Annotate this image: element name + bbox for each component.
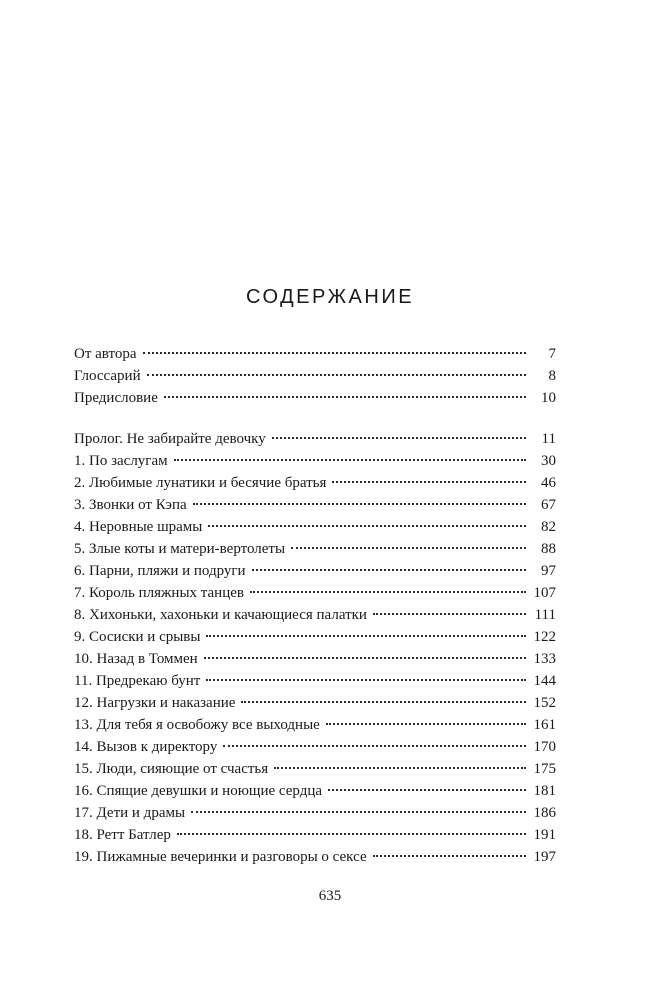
toc-entry xyxy=(74,846,556,868)
toc-entry xyxy=(74,736,556,758)
toc-entry-title: 14. Вызов к директору xyxy=(74,739,218,755)
front-matter-list xyxy=(74,343,556,409)
toc-entry xyxy=(74,450,556,472)
toc-entry xyxy=(74,494,556,516)
toc-entry-title: 6. Парни, пляжи и подруги xyxy=(74,563,246,579)
toc-entry-title: 4. Неровные шрамы xyxy=(74,519,203,535)
toc-entry-title: 5. Злые коты и матери-вертолеты xyxy=(74,541,286,557)
toc-entry-page: 82 xyxy=(541,519,556,535)
toc-entry-page: 122 xyxy=(533,629,556,645)
toc-entry-title: 7. Король пляжных танцев xyxy=(74,585,244,601)
toc-entry-title: 12. Нагрузки и наказание xyxy=(74,695,236,711)
toc-entry xyxy=(74,670,556,692)
dot-leader xyxy=(326,723,526,725)
dot-leader xyxy=(241,701,526,703)
dot-leader xyxy=(250,591,526,593)
toc-entry xyxy=(74,560,556,582)
toc-entry-title: Предисловие xyxy=(74,390,158,406)
toc-entry xyxy=(74,692,556,714)
toc-entry-page: 30 xyxy=(541,453,556,469)
toc-entry xyxy=(74,626,556,648)
toc-entry-page: 175 xyxy=(533,761,556,777)
chapter-list xyxy=(74,428,556,868)
toc-entry xyxy=(74,387,556,409)
toc-entry-page: 197 xyxy=(533,849,556,865)
toc-entry xyxy=(74,648,556,670)
dot-leader xyxy=(328,789,526,791)
toc-entry-page: 170 xyxy=(533,739,556,755)
toc-entry-page: 161 xyxy=(533,717,556,733)
toc-entry-title: 18. Ретт Батлер xyxy=(74,827,171,843)
toc-entry xyxy=(74,714,556,736)
toc-entry-title: 10. Назад в Томмен xyxy=(74,651,198,667)
dot-leader xyxy=(147,374,526,376)
toc-entry-page: 97 xyxy=(541,563,556,579)
toc-entry-page: 144 xyxy=(533,673,556,689)
toc-entry-page: 67 xyxy=(541,497,556,513)
toc-entry-page: 111 xyxy=(534,607,556,623)
toc-entry xyxy=(74,516,556,538)
dot-leader xyxy=(272,437,526,439)
toc-entry-page: 7 xyxy=(548,346,556,362)
toc-entry xyxy=(74,824,556,846)
toc-entry-page: 107 xyxy=(533,585,556,601)
dot-leader xyxy=(191,811,526,813)
toc-entry xyxy=(74,472,556,494)
toc-entry xyxy=(74,343,556,365)
toc-entry xyxy=(74,802,556,824)
toc-entry-page: 88 xyxy=(541,541,556,557)
dot-leader xyxy=(177,833,526,835)
toc-entry-title: 9. Сосиски и срывы xyxy=(74,629,201,645)
toc-entry-title: От автора xyxy=(74,346,137,362)
toc-entry-title: Глоссарий xyxy=(74,368,141,384)
dot-leader xyxy=(332,481,526,483)
dot-leader xyxy=(206,635,526,637)
dot-leader xyxy=(291,547,526,549)
toc-entry-page: 133 xyxy=(533,651,556,667)
toc-entry xyxy=(74,758,556,780)
toc-entry-title: 19. Пижамные вечеринки и разговоры о сексе xyxy=(74,849,367,865)
toc-entry-page: 191 xyxy=(533,827,556,843)
toc-entry-title: 16. Спящие девушки и ноющие сердца xyxy=(74,783,323,799)
dot-leader xyxy=(252,569,526,571)
toc-entry-page: 8 xyxy=(548,368,556,384)
dot-leader xyxy=(204,657,526,659)
toc-entry xyxy=(74,780,556,802)
toc-entry-page: 46 xyxy=(541,475,556,491)
toc-entry-title: 2. Любимые лунатики и бесячие братья xyxy=(74,475,327,491)
page-number: 635 xyxy=(318,888,342,904)
dot-leader xyxy=(193,503,526,505)
toc-entry-title: 1. По заслугам xyxy=(74,453,168,469)
toc-entry-title: Пролог. Не забирайте девочку xyxy=(74,431,266,447)
page-title: СОДЕРЖАНИЕ xyxy=(245,286,415,308)
dot-leader xyxy=(274,767,526,769)
toc-entry-page: 181 xyxy=(533,783,556,799)
dot-leader xyxy=(143,352,526,354)
toc-entry-page: 10 xyxy=(541,390,556,406)
toc-entry xyxy=(74,365,556,387)
toc-entry xyxy=(74,538,556,560)
toc-entry-page: 11 xyxy=(541,431,556,447)
dot-leader xyxy=(373,613,526,615)
toc-entry-page: 186 xyxy=(533,805,556,821)
toc-entry xyxy=(74,428,556,450)
dot-leader xyxy=(164,396,526,398)
toc-entry xyxy=(74,604,556,626)
toc-entry-title: 15. Люди, сияющие от счастья xyxy=(74,761,269,777)
dot-leader xyxy=(208,525,526,527)
toc-entry-title: 11. Предрекаю бунт xyxy=(74,673,201,689)
dot-leader xyxy=(223,745,526,747)
dot-leader xyxy=(174,459,526,461)
toc-entry-title: 3. Звонки от Кэпа xyxy=(74,497,187,513)
toc-entry-title: 17. Дети и драмы xyxy=(74,805,186,821)
toc-entry-title: 13. Для тебя я освобожу все выходные xyxy=(74,717,320,733)
toc-entry-page: 152 xyxy=(533,695,556,711)
toc-entry-title: 8. Хихоньки, хахоньки и качающиеся палатки xyxy=(74,607,367,623)
dot-leader xyxy=(206,679,526,681)
dot-leader xyxy=(373,855,526,857)
toc-entry xyxy=(74,582,556,604)
